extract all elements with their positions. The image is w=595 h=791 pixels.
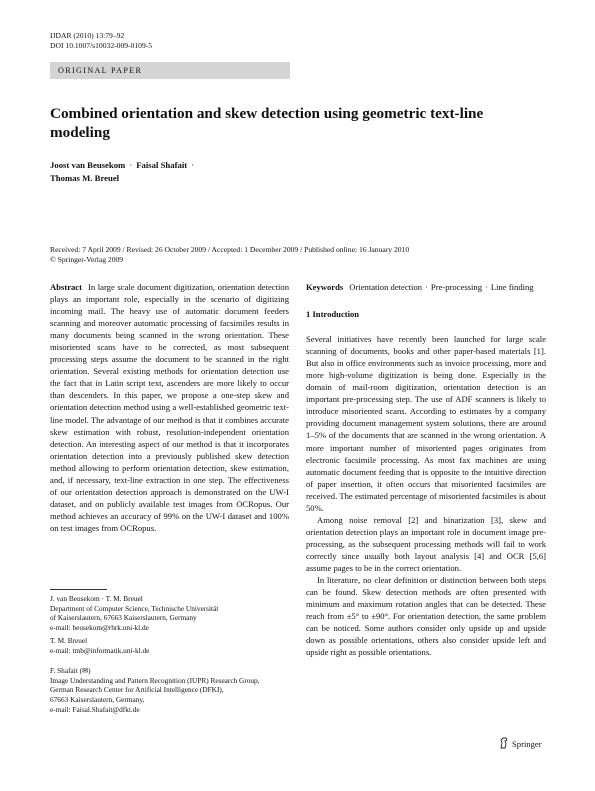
right-column <box>306 281 546 658</box>
springer-horse-icon <box>499 737 509 751</box>
abstract-text: In large scale document digitization, orientation detection plays an important role, especially in the scenario of digitizing incoming mail. The heavy use of automatic document feeders scanning and moreover automatic processing of facsimiles results in many documents being scanned in the wrong orientation. These misoriented scans have to be corrected, as most subsequent processing steps assume the document to be scanned in the right orientation. Several existing methods for orientation detection use the fact that in Latin script text, ascenders are more likely to occur than descenders. In this paper, we propose a one-step skew and orientation detection method using a well-established geometric text-line model. The advantage of our method is that it combines accurate skew estimation with robust, resolution-independent orientation detection. An interesting aspect of our method is that it incorporates orientation detection into a previously published skew detection method allowing to perform orientation detection, skew estimation, and, if necessary, text-line extraction in one step. The effectiveness of our orientation detection approach is demonstrated on the UW-I dataset, and on publicly available test images from OCRopus. Our method achieves an accuracy of 99% on the UW-I dataset and 100% on test images from OCRopus. <box>50 282 289 533</box>
publisher-name: Springer <box>512 739 542 749</box>
keywords-label: Keywords <box>306 282 344 292</box>
affiliation-c <box>50 666 300 715</box>
affiliation-line: Image Understanding and Pattern Recognition (IUPR) Research Group, <box>50 675 260 685</box>
author-3[interactable]: Thomas M. Breuel <box>50 173 120 183</box>
affiliation-line: German Research Center for Artificial Intelligence (DFKI), <box>50 685 224 695</box>
affiliation-a <box>50 594 300 633</box>
abstract <box>50 281 289 534</box>
paper-title: Combined orientation and skew detection using geometric text-line modeling <box>50 105 484 141</box>
author-list <box>50 159 350 185</box>
author-separator: · <box>191 160 195 170</box>
keyword-separator: · <box>425 282 428 292</box>
journal-meta <box>50 31 152 51</box>
keyword-separator: · <box>485 282 488 292</box>
affiliation-b <box>50 636 300 655</box>
footnote-rule <box>50 589 107 590</box>
keyword-2: Pre-processing <box>430 282 482 292</box>
intro-paragraph-3: In literature, no clear definition or distinction between both steps can be found. Skew detection methods are often presented with minimum and maximum rotation angles that can be detected. These reach from ±5° to ±90°. For orientation detection, the same problem can be noticed. Some authors consider only upside up and upside down as possible orientations, others also consider upside left and upside right as possible orientations. <box>306 575 546 658</box>
affiliation-names: J. van Beusekom · T. M. Breuel <box>50 594 143 603</box>
affiliation-line: 67663 Kaiserslautern, Germany, <box>50 695 145 705</box>
affiliation-names: T. M. Breuel <box>50 636 88 645</box>
author-separator: · <box>129 160 133 170</box>
publication-history <box>50 245 550 265</box>
author-2[interactable]: Faisal Shafait <box>136 160 188 170</box>
intro-paragraph-1: Several initiatives have recently been launched for large scale scanning of documents, books and other paper-based materials [1]. But also in office environments such as invoice processing, more and more high-volume digitization is being done. Especially in the domain of mail-room digitization, orientation detection is an important pre-processing step. The use of ADF scanners is likely to introduce misoriented scans. According to estimates by a company providing document management system solutions, there are around 1–5% of the documents that are scanned in the wrong orientation. A more important number of misoriented pages originates from electronic facsimile processing. As most fax machines are using automatic document feeding that is opposite to the intuitive direction of paper insertion, it often occurs that misoriented facsimiles are received. The estimated percentage of misoriented facsimiles is about 50%. <box>306 334 546 513</box>
publisher-logo <box>499 737 542 751</box>
affiliation-line: of Kaiserslautern, 67663 Kaiserslautern, Germany <box>50 613 197 623</box>
abstract-label: Abstract <box>50 282 82 292</box>
keyword-1: Orientation detection <box>349 282 423 292</box>
affiliation-line: Department of Computer Science, Technische Universität <box>50 603 219 613</box>
keyword-3: Line finding <box>490 282 534 292</box>
section-heading-introduction: 1 Introduction <box>306 309 360 320</box>
affiliation-email[interactable]: e-mail: beusekom@rhrk.uni-kl.de <box>50 623 149 633</box>
copyright: © Springer-Verlag 2009 <box>50 255 124 264</box>
keywords <box>306 281 546 293</box>
intro-paragraph-2: Among noise removal [2] and binarization [3], skew and orientation detection plays an important role in document image pre-processing, as the subsequent processing methods will fail to work correctly since usually both layout analysis [4] and OCR [5,6] assume pages to be in the correct orientation. <box>306 514 546 573</box>
doi: DOI 10.1007/s10032-009-0109-5 <box>50 41 153 50</box>
left-column <box>50 281 289 534</box>
paper-type-banner: ORIGINAL PAPER <box>50 62 290 79</box>
journal-citation: IJDAR (2010) 13:79–92 <box>50 31 125 40</box>
author-1[interactable]: Joost van Beusekom <box>50 160 126 170</box>
history-dates: Received: 7 April 2009 / Revised: 26 October 2009 / Accepted: 1 December 2009 / Published online: 16 January 2010 <box>50 245 410 254</box>
affiliation-email[interactable]: e-mail: tmb@informatik.uni-kl.de <box>50 645 150 655</box>
affiliation-email[interactable]: e-mail: Faisal.Shafait@dfki.de <box>50 704 140 714</box>
affiliation-names: F. Shafait (✉) <box>50 666 91 675</box>
